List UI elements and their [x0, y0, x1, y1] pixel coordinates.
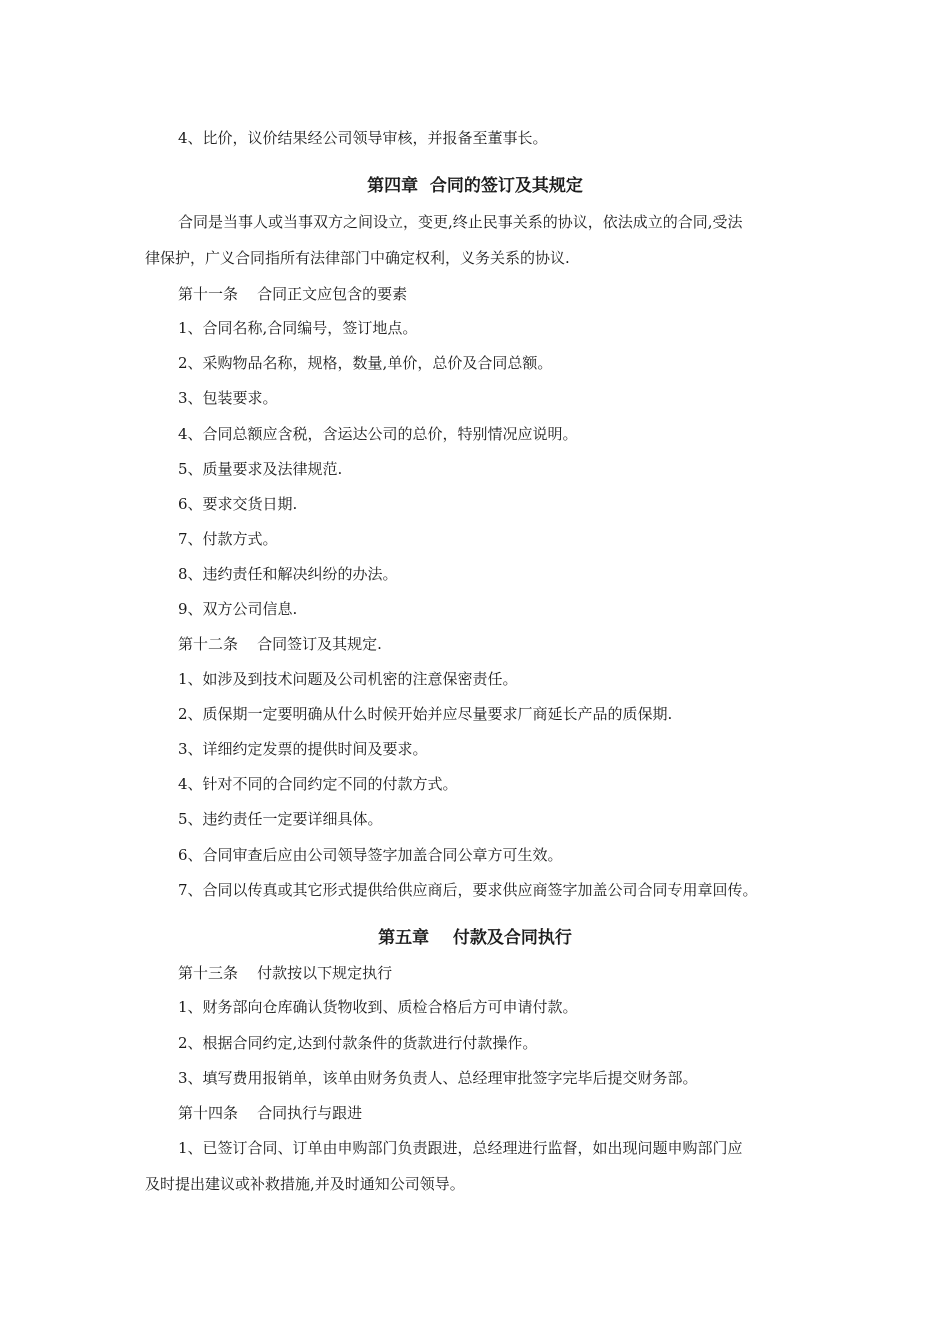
article-12-item: 7、合同以传真或其它形式提供给供应商后，要求供应商签字加盖公司合同专用章回传。 — [178, 881, 758, 899]
article-13-title: 第十三条 付款按以下规定执行 — [178, 964, 393, 982]
article-12-item: 2、质保期一定要明确从什么时候开始并应尽量要求厂商延长产品的质保期. — [178, 705, 673, 723]
article-11-item: 8、违约责任和解决纠纷的办法。 — [178, 565, 398, 583]
chapter-5-title: 第五章 付款及合同执行 — [378, 928, 572, 948]
article-12-item: 6、合同审查后应由公司领导签字加盖合同公章方可生效。 — [178, 846, 563, 864]
article-14-item-1-line-1: 1、已签订合同、订单由申购部门负责跟进，总经理进行监督，如出现问题申购部门应 — [178, 1139, 743, 1157]
article-13-item: 2、根据合同约定,达到付款条件的货款进行付款操作。 — [178, 1034, 538, 1052]
chapter-4-intro-line-1: 合同是当事人或当事双方之间设立，变更,终止民事关系的协议，依法成立的合同,受法 — [178, 213, 743, 231]
article-11-item: 1、合同名称,合同编号，签订地点。 — [178, 319, 418, 337]
article-11-item: 2、采购物品名称，规格，数量,单价，总价及合同总额。 — [178, 354, 553, 372]
article-11-title: 第十一条 合同正文应包含的要素 — [178, 285, 408, 303]
article-14-title: 第十四条 合同执行与跟进 — [178, 1104, 363, 1122]
article-11-item: 3、包装要求。 — [178, 389, 278, 407]
article-11-item: 7、付款方式。 — [178, 530, 278, 548]
article-11-item: 4、合同总额应含税，含运达公司的总价，特别情况应说明。 — [178, 425, 578, 443]
article-11-item: 9、双方公司信息. — [178, 600, 298, 618]
article-11-item: 5、质量要求及法律规范. — [178, 460, 343, 478]
article-14-item-1-line-2: 及时提出建议或补救措施,并及时通知公司领导。 — [145, 1175, 465, 1193]
article-12-item: 3、详细约定发票的提供时间及要求。 — [178, 740, 428, 758]
article-12-title: 第十二条 合同签订及其规定. — [178, 635, 382, 653]
paragraph-comparison-review: 4、比价，议价结果经公司领导审核，并报备至董事长。 — [178, 129, 548, 147]
article-13-item: 3、填写费用报销单，该单由财务负责人、总经理审批签字完毕后提交财务部。 — [178, 1069, 698, 1087]
article-12-item: 1、如涉及到技术问题及公司机密的注意保密责任。 — [178, 670, 518, 688]
chapter-4-title: 第四章 合同的签订及其规定 — [367, 176, 583, 196]
article-12-item: 4、针对不同的合同约定不同的付款方式。 — [178, 775, 458, 793]
article-11-item: 6、要求交货日期. — [178, 495, 298, 513]
chapter-4-intro-line-2: 律保护，广义合同指所有法律部门中确定权利，义务关系的协议. — [145, 249, 570, 267]
article-13-item: 1、财务部向仓库确认货物收到、质检合格后方可申请付款。 — [178, 998, 578, 1016]
article-12-item: 5、违约责任一定要详细具体。 — [178, 810, 383, 828]
